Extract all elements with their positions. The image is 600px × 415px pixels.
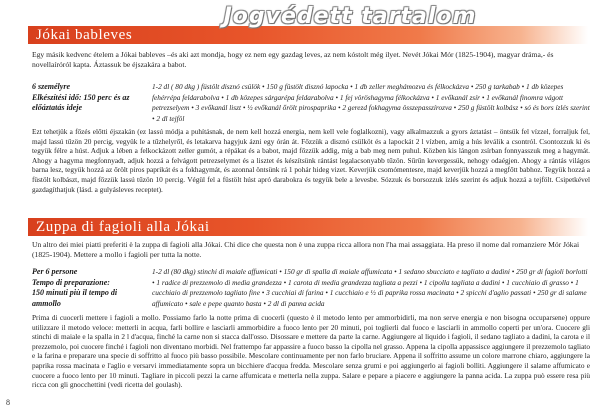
ingredients-hu: 1-2 dl ( 80 dkg ) füstölt disznó csülök • 150 g füstölt disznó lapocka • 1 db zeller meghámozva és félkockázva • 250 g tarkabab • 1 db közepes fehérrépa feldarabolva • 1 db közepes sárgarépa feldarabolva • 1 fej vöröshagyma félkockázva • 1 evőkanál zsír • 1 evőkanál finomra vágott petrezselyem • 3 evőkanál liszt • ½ evőkanál őrölt pirospaprika • 2 gerezd fokhagyma összepasszírozva • 250 g füstölt kolbász • só és bors ízlés szerint • 2 dl tejföl xyxy=(152,82,590,123)
recipe-info-it xyxy=(32,267,152,309)
section-title-it: Zuppa di fagioli alla Jókai xyxy=(36,219,210,235)
page-number: 8 xyxy=(6,398,10,407)
servings-hu: 6 személyre xyxy=(32,82,70,91)
recipe-info-hu xyxy=(32,82,152,114)
intro-it: Un altro dei miei piatti preferiti è la zuppa di fagioli alla Jókai. Chi dice che questa non è una zuppa ricca allora non l'ha mai assaggiata. Ha preso il nome dal romanziere Mór Jókai (1825-1904). Mettere a mollo i fagioli per tutta la notte. xyxy=(32,240,580,259)
servings-it: Per 6 persone xyxy=(32,267,78,276)
intro-hu: Egy másik kedvenc ételem a Jókai bableves –és aki azt mondja, hogy ez nem egy gazdag leves, az nem kóstolt még ilyet. Nevét Jókai Mór (1825-1904), magyar dráma,- és novellaíróról kapta. Áztassuk be éjszakára a babot. xyxy=(32,50,554,69)
ingredients-it: 1-2 dl (80 dkg) stinchi di maiale affumicati • 150 gr di spalla di maiale affumicata • 1 sedano sbucciato e tagliato a dadini • 250 gr di fagioli borlotti • 1 radice di prezzemolo di media grandezza • 1 carota di media grandezza tagliata a pezzi • 1 cipolla tagliata a dadini • 1 cucchiaio di grasso • 1 cucchiaio di prezzemolo tagliato fine • 3 cucchiai di farina • 1 cucchiaio e ½ di paprika rossa macinata • 2 spicchi d'aglio passati • 250 gr di salame affumicato • sale e pepe quanto basta • 2 dl di panna acida xyxy=(152,267,588,308)
prep-time-it-cont2: ammollo xyxy=(32,298,61,308)
instructions-it: Prima di cuocerli mettere i fagioli a mollo. Possiamo farlo la notte prima di cuocerli (questo è il metodo lento per ammorbidirli, ma non serve energia e non bisogna occuparsene) oppure utilizzare il metodo veloce: metterli in acqua, farli bollire e lasciarli ammorbidire a fuoco lento per 20 minuti, poi toglierli dal fuoco e lasciarli in ammollo coperti per un'ora. Cuocere gli stinchi di maiale e la spalla in 2 l d'acqua, finché la carne non si stacca dall'osso. Disossare e mettere da parte la carne. Aggiungere al liquido i fagioli, il sedano tagliato a dadini, la carota e il prezzemolo, poi cuocere finché i fagioli non diventano morbidi. Nel frattempo far appassire a fuoco basso la cipolla nel grasso. Appena la cipolla appassisce aggiungere il prezzemolo tagliato e la farina e preparare una specie di soffritto al fuoco più basso possibile. Mescolare continuamente per non farlo bruciare. Appena il soffritto assume un colore marrone chiaro, aggiungere la paprika rossa macinata e l'aglio e versarvi immediatamente sopra un bicchiere d'acqua fredda. Mescolare senza grumi e poi aggiungerlo ai fagioli bolliti. Aggiungere il salame affumicato e cuocere a fuoco lento per 10 minuti. Tagliare in piccoli pezzi la carne affumicata e metterla nella zuppa. Salare e pepare a piacere e aggiungere la panna acida. La zuppa può essere resa più ricca con gli gnocchettini (vedi ricetta del goulash). xyxy=(32,313,590,390)
watermark: Jogvédett tartalom xyxy=(223,4,477,29)
prep-time-it: Tempo di preparazione: xyxy=(32,277,110,287)
prep-time-it-cont: 150 minuti più il tempo di xyxy=(32,288,118,297)
instructions-hu: Ezt tehetjük a főzés előtti éjszakán (ez lassú módja a puhításnak, de nem kell hozzá energia, nem kell vele foglalkozni), vagy alkalmazzuk a gyors áztatást – öntsük fel vízzel, forraljuk fel, majd lassú tűzön 20 percig, vegyük le a tűzhelyről, és letakarva hagyjuk ázni egy órán át. Főzzük a disznó csülköt és a lapockát 2 l vízben, amíg a hús leválik a csontról. Csontozzuk ki és tegyük félre a húst. Adjuk a lében a felkockázott zeller gumót, a répákat és a babot, majd főzzük addig, míg a bab meg nem puhul. Közben kis lángon zsírban fonnyasszuk meg a hagymát. Ahogy a hagyma megfonnyadt, adjuk hozzá a felvágott petrezselymet és a lisztet és készítsünk rántást legalacsonyabb tűzön. Sűrűn kevergessük, nehogy odaégjen. Ahogy a rántás világos barna lesz, tegyük hozzá az őrölt piros paprikát és a fokhagymát, és azonnal öntsünk rá 1 pohár hideg vizet. Keverjük csomómentesre, majd keverjük hozzá a megfőtt babhoz. Tegyük hozzá a füstölt kolbászt, majd főzzük lassú tűzön 10 percig. Végül fel a füstölt húst apró darabokra és tegyük bele a levesbe. Sózzuk és borsozzuk ízlés szerint és adjuk hozzá a tejfölt. Csipetkével gazdagíthatjuk (lásd. a gulyásleves receptet). xyxy=(32,127,590,194)
prep-time-hu-cont: előáztatás ideje xyxy=(32,103,82,112)
prep-time-hu: Elkészítési idő: 150 perc és az xyxy=(32,92,130,102)
section-title-hu: Jókai bableves xyxy=(36,27,133,43)
